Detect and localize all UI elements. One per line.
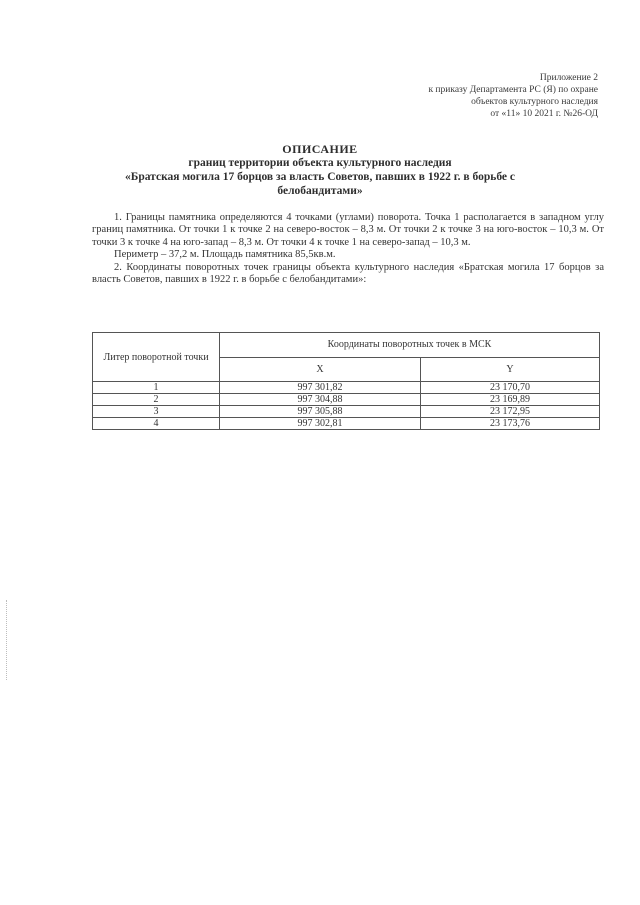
- document-title-block: [80, 142, 560, 198]
- appendix-line-1: Приложение 2: [539, 73, 598, 83]
- cell-y: 23 173,76: [420, 418, 599, 430]
- table-row: [93, 418, 600, 430]
- cell-x: 997 301,82: [220, 382, 421, 394]
- header-point-label: Литер поворотной точки: [93, 333, 220, 382]
- appendix-line-3: объектов культурного наследия: [471, 97, 598, 107]
- table-row: [93, 406, 600, 418]
- title-line-2: «Братская могила 17 борцов за власть Советов, павших в 1922 г. в борьбе с: [124, 171, 516, 183]
- appendix-line-2: к приказу Департамента РС (Я) по охране: [428, 85, 598, 95]
- header-coordinates-group: Координаты поворотных точек в МСК: [220, 333, 600, 358]
- header-x: X: [220, 357, 421, 382]
- document-body: [92, 212, 604, 286]
- cell-x: 997 305,88: [220, 406, 421, 418]
- appendix-line-4: от «11» 10 2021 г. №26-ОД: [490, 109, 598, 119]
- cell-x: 997 304,88: [220, 394, 421, 406]
- paragraph-boundaries: 1. Границы памятника определяются 4 точками (углами) поворота. Точка 1 располагается в западном углу границ памятника. От точки 1 к точке 2 на северо-восток – 8,3 м. От точки 2 к точке 3 на юго-восток – 10,3 м. От точки 3 к точке 4 на юго-запад – 8,3 м. От точки 4 к точке 1 на северо-запад – 10,3 м.: [92, 212, 604, 248]
- cell-point: 2: [93, 394, 220, 406]
- cell-y: 23 169,89: [420, 394, 599, 406]
- scan-artifact: [6, 600, 8, 680]
- cell-point: 4: [93, 418, 220, 430]
- cell-point: 3: [93, 406, 220, 418]
- cell-y: 23 172,95: [420, 406, 599, 418]
- cell-point: 1: [93, 382, 220, 394]
- title-line-3: белобандитами»: [277, 185, 363, 197]
- cell-y: 23 170,70: [420, 382, 599, 394]
- document-title: ОПИСАНИЕ: [282, 142, 358, 156]
- cell-x: 997 302,81: [220, 418, 421, 430]
- coordinates-table: [92, 332, 600, 430]
- paragraph-perimeter: Периметр – 37,2 м. Площадь памятника 85,5кв.м.: [114, 249, 336, 261]
- table-row: [93, 382, 600, 394]
- appendix-header: [428, 72, 598, 120]
- title-line-1: границ территории объекта культурного наследия: [188, 157, 452, 169]
- table-row: [93, 394, 600, 406]
- header-y: Y: [420, 357, 599, 382]
- paragraph-coordinates-intro: 2. Координаты поворотных точек границы объекта культурного наследия «Братская могила 17 борцов за власть Советов, павших в 1922 г. в борьбе с белобандитами»:: [92, 261, 604, 286]
